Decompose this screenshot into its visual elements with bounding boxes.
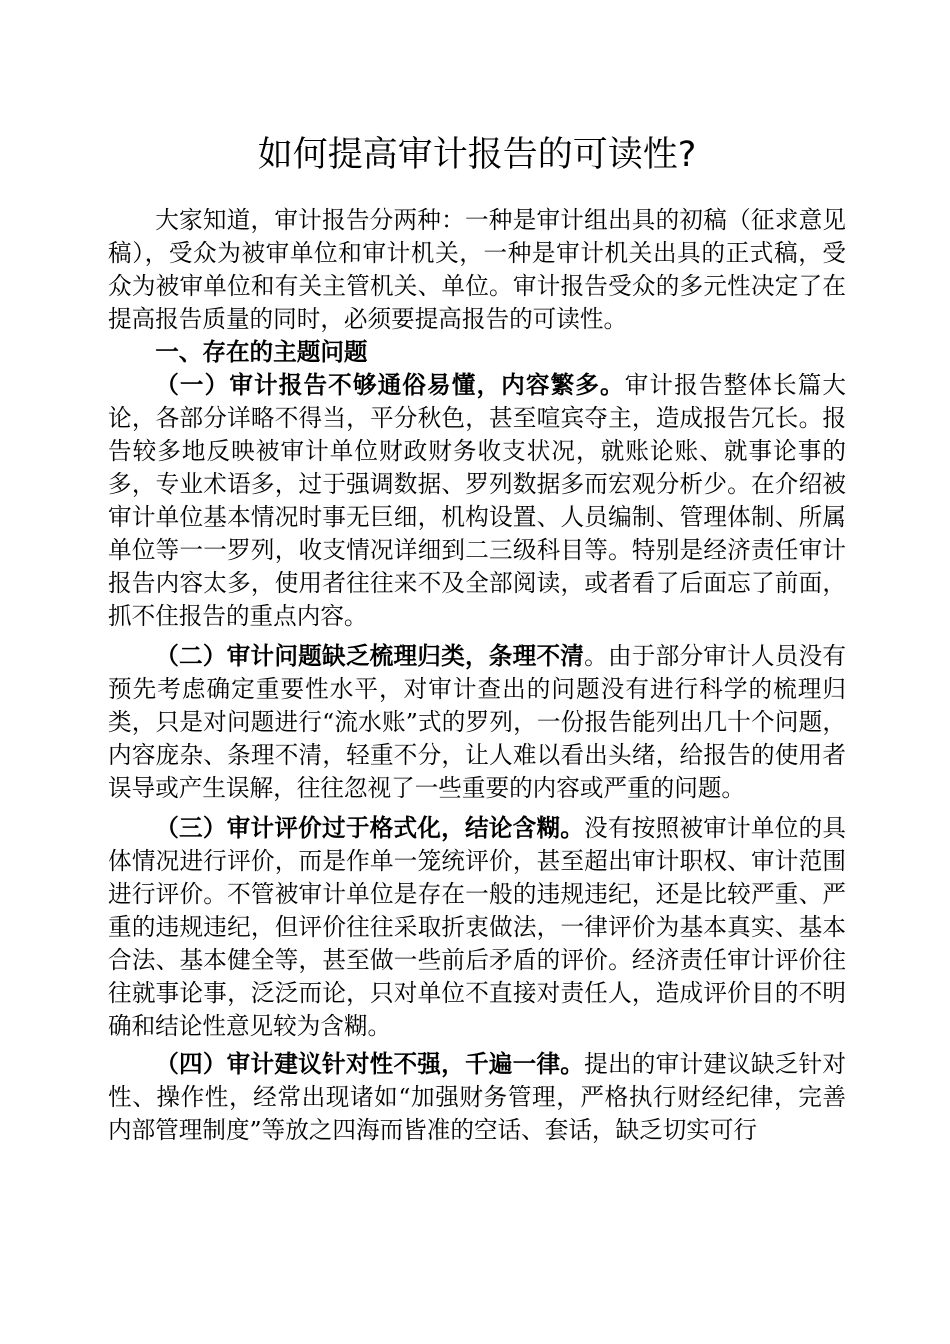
item-paragraph-1 [108, 369, 846, 633]
item-text-4: 提出的审计建议缺乏针对性、操作性，经常出现诸如“加强财务管理，严格执行财经纪律，完善内部管理制度”等放之四海而皆准的空话、套话，缺乏切实可行 [108, 1050, 847, 1144]
intro-paragraph: 大家知道，审计报告分两种：一种是审计组出具的初稿（征求意见稿），受众为被审单位和审计机关，一种是审计机关出具的正式稿，受众为被审单位和有关主管机关、单位。审计报告受众的多元性决定了在提高报告质量的同时，必须要提高报告的可读性。 [108, 206, 846, 333]
document-body [108, 204, 846, 1147]
item-lead-3: （三）审计评价过于格式化，结论含糊。 [155, 814, 585, 842]
item-paragraph-3 [108, 812, 846, 1043]
item-lead-4: （四）审计建议针对性不强，千遍一律。 [155, 1050, 585, 1078]
item-lead-1: （一）审计报告不够通俗易懂，内容繁多。 [155, 371, 625, 399]
section-heading: 一、存在的主题问题 [155, 338, 368, 366]
document-title: 如何提高审计报告的可读性? [257, 135, 697, 175]
item-paragraph-2 [108, 640, 846, 805]
item-text-2: 。由于部分审计人员没有预先考虑确定重要性水平，对审计查出的问题没有进行科学的梳理归类，只是对问题进行“流水账”式的罗列，一份报告能列出几十个问题，内容庞杂、条理不清，轻重不分，让人难以看出头绪，给报告的使用者误导或产生误解，往往忽视了一些重要的内容或严重的问题。 [108, 642, 847, 802]
item-text-3: 没有按照被审计单位的具体情况进行评价，而是作单一笼统评价，甚至超出审计职权、审计范围进行评价。不管被审计单位是存在一般的违规违纪，还是比较严重、严重的违规违纪，但评价往往采取折衷做法，一律评价为基本真实、基本合法、基本健全等，甚至做一些前后矛盾的评价。经济责任审计评价往往就事论事，泛泛而论，只对单位不直接对责任人，造成评价目的不明确和结论性意见较为含糊。 [108, 814, 847, 1040]
item-paragraph-4 [108, 1048, 846, 1147]
item-lead-2: （二）审计问题缺乏梳理归类，条理不清 [155, 642, 585, 670]
item-text-1: 审计报告整体长篇大论，各部分详略不得当，平分秋色，甚至喧宾夺主，造成报告冗长。报告较多地反映被审计单位财政财务收支状况，就账论账、就事论事的多，专业术语多，过于强调数据、罗列数据多而宏观分析少。在介绍被审计单位基本情况时事无巨细，机构设置、人员编制、管理体制、所属单位等一一罗列，收支情况详细到二三级科目等。特别是经济责任审计报告内容太多，使用者往往来不及全部阅读，或者看了后面忘了前面，抓不住报告的重点内容。 [108, 371, 847, 630]
